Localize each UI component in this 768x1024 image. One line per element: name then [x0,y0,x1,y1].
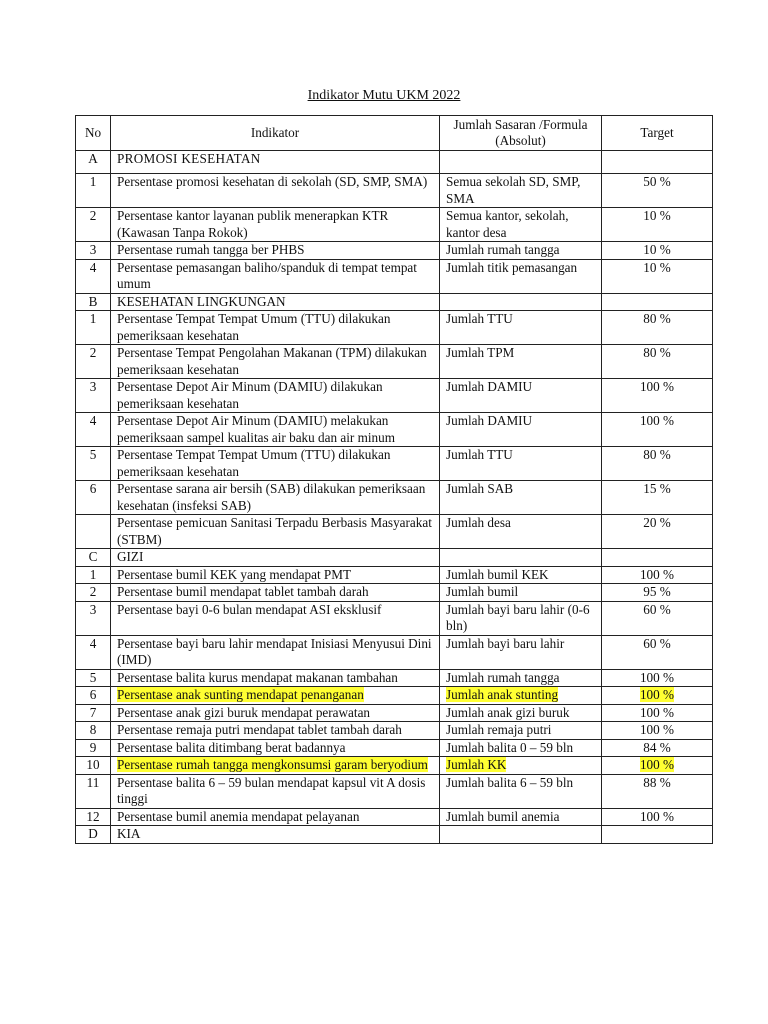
cell-sasaran: Semua kantor, sekolah, kantor desa [440,208,602,242]
cell-no: 3 [76,379,111,413]
header-sasaran: Jumlah Sasaran /Formula (Absolut) [440,116,602,151]
cell-target: 84 % [602,739,713,757]
cell-no: 2 [76,345,111,379]
table-row [76,481,713,515]
cell-target: 100 % [602,722,713,740]
cell-target [602,549,713,567]
cell-indikator: Persentase bumil KEK yang mendapat PMT [111,566,440,584]
table-row [76,774,713,808]
cell-no: 1 [76,174,111,208]
cell-target [602,151,713,174]
cell-target: 100 % [602,379,713,413]
cell-sasaran: Jumlah bayi baru lahir (0-6 bln) [440,601,602,635]
cell-sasaran [440,549,602,567]
cell-indikator: Persentase Tempat Pengolahan Makanan (TPM) dilakukan pemeriksaan kesehatan [111,345,440,379]
section-row [76,549,713,567]
cell-sasaran [440,757,602,775]
cell-indikator: Persentase bumil mendapat tablet tambah darah [111,584,440,602]
cell-target: 88 % [602,774,713,808]
cell-no: A [76,151,111,174]
highlighted-text: 100 % [639,687,675,702]
table-row [76,669,713,687]
cell-no: 11 [76,774,111,808]
cell-target: 100 % [602,566,713,584]
cell-target: 10 % [602,259,713,293]
section-row [76,151,713,174]
cell-indikator: KESEHATAN LINGKUNGAN [111,293,440,311]
cell-sasaran: Semua sekolah SD, SMP, SMA [440,174,602,208]
cell-sasaran: Jumlah bumil KEK [440,566,602,584]
cell-no: 3 [76,601,111,635]
cell-sasaran: Jumlah TTU [440,311,602,345]
cell-no [76,515,111,549]
cell-indikator: KIA [111,826,440,844]
section-row [76,293,713,311]
cell-indikator: Persentase sarana air bersih (SAB) dilakukan pemeriksaan kesehatan (insfeksi SAB) [111,481,440,515]
cell-no: 3 [76,242,111,260]
highlighted-text: 100 % [639,757,675,772]
table-row [76,722,713,740]
table-row [76,174,713,208]
cell-no: 1 [76,311,111,345]
table-body [76,151,713,844]
table-row [76,584,713,602]
cell-sasaran: Jumlah balita 6 – 59 bln [440,774,602,808]
cell-sasaran: Jumlah rumah tangga [440,669,602,687]
cell-no: 7 [76,704,111,722]
cell-no: 4 [76,635,111,669]
cell-sasaran: Jumlah TTU [440,447,602,481]
cell-indikator: Persentase rumah tangga ber PHBS [111,242,440,260]
cell-sasaran: Jumlah bumil [440,584,602,602]
cell-indikator [111,757,440,775]
cell-no: 2 [76,584,111,602]
cell-indikator: Persentase bayi baru lahir mendapat Inisiasi Menyusui Dini (IMD) [111,635,440,669]
cell-sasaran: Jumlah balita 0 – 59 bln [440,739,602,757]
table-header-row [76,116,713,151]
cell-target: 10 % [602,208,713,242]
section-row [76,826,713,844]
cell-no: 6 [76,687,111,705]
cell-no: C [76,549,111,567]
cell-target [602,826,713,844]
cell-indikator: Persentase pemicuan Sanitasi Terpadu Berbasis Masyarakat (STBM) [111,515,440,549]
cell-sasaran [440,687,602,705]
cell-indikator: Persentase remaja putri mendapat tablet tambah darah [111,722,440,740]
header-indikator: Indikator [111,116,440,151]
cell-no: 6 [76,481,111,515]
cell-no: 8 [76,722,111,740]
cell-sasaran: Jumlah anak gizi buruk [440,704,602,722]
table-row [76,635,713,669]
cell-target: 80 % [602,447,713,481]
cell-target: 15 % [602,481,713,515]
cell-no: D [76,826,111,844]
cell-sasaran: Jumlah desa [440,515,602,549]
table-row [76,345,713,379]
cell-target: 95 % [602,584,713,602]
cell-indikator: Persentase Depot Air Minum (DAMIU) dilakukan pemeriksaan kesehatan [111,379,440,413]
cell-sasaran [440,826,602,844]
table-row [76,566,713,584]
cell-sasaran: Jumlah DAMIU [440,413,602,447]
cell-sasaran: Jumlah remaja putri [440,722,602,740]
cell-target: 20 % [602,515,713,549]
cell-sasaran: Jumlah SAB [440,481,602,515]
table-row [76,379,713,413]
cell-sasaran [440,151,602,174]
cell-target: 10 % [602,242,713,260]
cell-indikator: Persentase anak gizi buruk mendapat perawatan [111,704,440,722]
table-row [76,739,713,757]
cell-target: 100 % [602,808,713,826]
cell-target: 80 % [602,345,713,379]
cell-sasaran: Jumlah bayi baru lahir [440,635,602,669]
cell-target: 60 % [602,635,713,669]
cell-indikator: Persentase Depot Air Minum (DAMIU) melakukan pemeriksaan sampel kualitas air baku dan air minum [111,413,440,447]
cell-no: 4 [76,413,111,447]
table-row [76,601,713,635]
cell-no: 5 [76,669,111,687]
table-row [76,808,713,826]
cell-target: 100 % [602,669,713,687]
cell-indikator: Persentase pemasangan baliho/spanduk di tempat tempat umum [111,259,440,293]
cell-indikator: GIZI [111,549,440,567]
table-row [76,447,713,481]
cell-target: 80 % [602,311,713,345]
cell-target: 60 % [602,601,713,635]
cell-target: 50 % [602,174,713,208]
cell-target [602,687,713,705]
table-row [76,687,713,705]
cell-indikator: Persentase promosi kesehatan di sekolah (SD, SMP, SMA) [111,174,440,208]
cell-no: 4 [76,259,111,293]
cell-no: 5 [76,447,111,481]
cell-indikator: Persentase bumil anemia mendapat pelayanan [111,808,440,826]
cell-no: 9 [76,739,111,757]
cell-no: B [76,293,111,311]
cell-indikator: Persentase bayi 0-6 bulan mendapat ASI eksklusif [111,601,440,635]
cell-indikator [111,687,440,705]
table-row [76,242,713,260]
cell-indikator: Persentase kantor layanan publik menerapkan KTR (Kawasan Tanpa Rokok) [111,208,440,242]
indicator-table [75,115,713,844]
cell-indikator: PROMOSI KESEHATAN [111,151,440,174]
cell-indikator: Persentase Tempat Tempat Umum (TTU) dilakukan pemeriksaan kesehatan [111,311,440,345]
table-row [76,704,713,722]
cell-indikator: Persentase balita 6 – 59 bulan mendapat kapsul vit A dosis tinggi [111,774,440,808]
highlighted-text: Persentase anak sunting mendapat penanganan [117,687,364,702]
table-row [76,757,713,775]
highlighted-text: Persentase rumah tangga mengkonsumsi garam beryodium [117,757,428,772]
cell-sasaran: Jumlah titik pemasangan [440,259,602,293]
cell-sasaran: Jumlah DAMIU [440,379,602,413]
highlighted-text: Jumlah KK [446,757,507,772]
highlighted-text: Jumlah anak stunting [446,687,559,702]
cell-sasaran: Jumlah rumah tangga [440,242,602,260]
header-target: Target [602,116,713,151]
table-row [76,311,713,345]
cell-indikator: Persentase Tempat Tempat Umum (TTU) dilakukan pemeriksaan kesehatan [111,447,440,481]
cell-no: 10 [76,757,111,775]
table-row [76,515,713,549]
cell-target: 100 % [602,704,713,722]
table-row [76,208,713,242]
cell-no: 1 [76,566,111,584]
cell-sasaran: Jumlah bumil anemia [440,808,602,826]
cell-indikator: Persentase balita kurus mendapat makanan tambahan [111,669,440,687]
cell-target: 100 % [602,413,713,447]
cell-target [602,293,713,311]
document-title: Indikator Mutu UKM 2022 [307,88,461,103]
cell-indikator: Persentase balita ditimbang berat badannya [111,739,440,757]
cell-target [602,757,713,775]
cell-sasaran: Jumlah TPM [440,345,602,379]
cell-no: 2 [76,208,111,242]
cell-no: 12 [76,808,111,826]
table-row [76,413,713,447]
table-row [76,259,713,293]
cell-sasaran [440,293,602,311]
header-no: No [76,116,111,151]
